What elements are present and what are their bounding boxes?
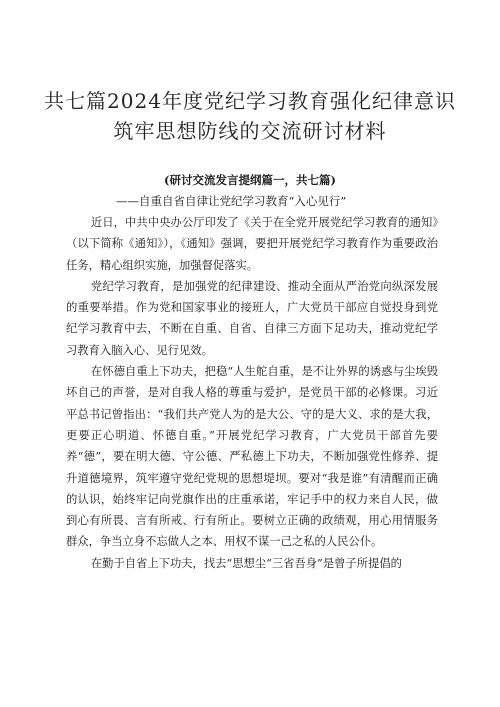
document-byline: ——自重自省自律让党纪学习教育“入心见行” [116, 194, 347, 208]
paragraph-1: 近日，中共中央办公厅印发了《关于在全党开展党纪学习教育的通知》（以下简称《通知》），《通知》强调，要把开展党纪学习教育作为重要政治任务，精心组织实施，加强督促落实。 [66, 216, 438, 272]
title-line-2: 筑牢思想防线的交流研讨材料 [113, 119, 387, 143]
document-title [40, 86, 460, 146]
paragraph-4: 在勤于自省上下功夫，找去“思想尘“三省吾身”是曾子所提倡的 [90, 556, 402, 570]
paragraph-3: 在怀德自重上下功夫，把稳“人生舵自重，是不让外界的诱惑与尘埃毁坏自己的声誉，是对自我人格的尊重与爱护，是党员干部的必修课。习近平总书记曾指出：“我们共产党人为的是大公、守的是大义、求的是大我，更要正心明道、怀德自重。”开展党纪学习教育，广大党员干部首先要养“德”，要在明大德、守公德、严私德上下功夫，不断加强党性修养、提升道德境界，筑牢遵守党纪党规的思想堤坝。要对“我是谁”有清醒而正确的认识，始终牢记向党旗作出的庄重承诺，牢记手中的权力来自人民，做到心有所畏、言有所戒、行有所止。要树立正确的政绩观，用心用情服务群众，争当立身不忘做人之本、用权不谋一己之私的人民公仆。 [66, 365, 438, 549]
paragraph-2: 党纪学习教育，是加强党的纪律建设、推动全面从严治党向纵深发展的重要举措。作为党和国家事业的接班人，广大党员干部应自觉投身到党纪学习教育中去，不断在自重、自省、自律三方面下足功夫，推动党纪学习教育入脑入心、见行见效。 [66, 279, 438, 357]
document-body [66, 212, 438, 574]
document-subheading: (研讨交流发言提纲篇一，共七篇) [164, 173, 336, 187]
title-line-1: 共七篇2024年度党纪学习教育强化纪律意识 [44, 89, 456, 113]
